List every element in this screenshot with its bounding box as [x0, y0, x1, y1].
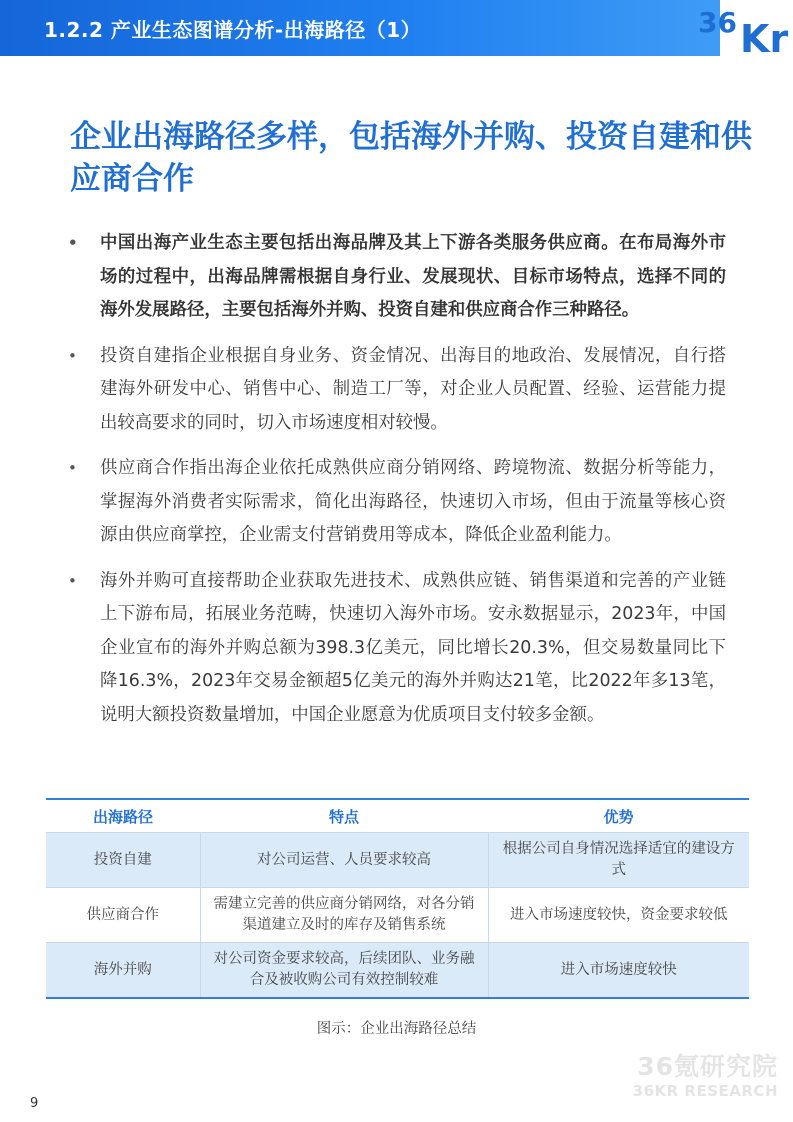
table-header-cell: 出海路径 — [46, 799, 200, 833]
bullet-text: 投资自建指企业根据自身业务、资金情况、出海目的地政治、发展情况，自行搭建海外研发中心、销售中心、制造工厂等，对企业人员配置、经验、运营能力提出较高要求的同时，切入市场速度相对较慢。 — [100, 345, 726, 433]
bullet-item — [66, 452, 726, 553]
table-cell: 对公司运营、人员要求较高 — [200, 833, 488, 888]
bullet-item — [66, 227, 726, 328]
header-bar — [0, 0, 720, 56]
figure-caption: 图示：企业出海路径总结 — [316, 1021, 477, 1037]
table-header-cell: 优势 — [488, 799, 749, 833]
table-header-cell: 特点 — [200, 799, 488, 833]
bullet-dot-icon: • — [68, 571, 77, 590]
summary-table — [46, 798, 749, 999]
page-headline: 企业出海路径多样，包括海外并购、投资自建和供应商合作 — [70, 119, 752, 197]
table-cell: 进入市场速度较快，资金要求较低 — [488, 888, 749, 943]
table-cell: 需建立完善的供应商分销网络，对各分销渠道建立及时的库存及销售系统 — [200, 888, 488, 943]
bullet-text: 中国出海产业生态主要包括出海品牌及其上下游各类服务供应商。在布局海外市场的过程中，出海品牌需根据自身行业、发展现状、目标市场特点，选择不同的海外发展路径，主要包括海外并购、投资自建和供应商合作三种路径。 — [100, 233, 726, 320]
bullet-text: 海外并购可直接帮助企业获取先进技术、成熟供应链、销售渠道和完善的产业链上下游布局，拓展业务范畴，快速切入海外市场。安永数据显示，2023年，中国企业宣布的海外并购总额为398.3亿美元，同比增长20.3%，但交易数量同比下降16.3%，2023年交易金额超5亿美元的海外并购达21笔，比2022年多13笔，说明大额投资数量增加，中国企业愿意为优质项目支付较多金额。 — [100, 570, 726, 725]
watermark — [600, 1052, 778, 1100]
table-row — [46, 943, 749, 999]
36kr-logo — [696, 2, 793, 54]
table-row — [46, 888, 749, 943]
table-header-row — [46, 799, 749, 833]
watermark-cn: 36氪研究院 — [637, 1052, 778, 1081]
bullet-text: 供应商合作指出海企业依托成熟供应商分销网络、跨境物流、数据分析等能力，掌握海外消费者实际需求，简化出海路径，快速切入市场，但由于流量等核心资源由供应商掌控，企业需支付营销费用等成本，降低企业盈利能力。 — [100, 458, 726, 545]
svg-text:Kr: Kr — [740, 17, 789, 54]
page-number: 9 — [30, 1096, 39, 1111]
table-row — [46, 833, 749, 888]
section-title: 1.2.2 产业生态图谱分析-出海路径（1） — [44, 18, 422, 42]
table-cell: 对公司资金要求较高，后续团队、业务融合及被收购公司有效控制较难 — [200, 943, 488, 999]
bullet-dot-icon: • — [68, 346, 77, 365]
watermark-en: 36KR RESEARCH — [632, 1082, 778, 1100]
table-cell: 供应商合作 — [46, 888, 200, 943]
table-cell: 投资自建 — [46, 833, 200, 888]
svg-text:36: 36 — [698, 6, 737, 39]
table-cell: 海外并购 — [46, 943, 200, 999]
bullet-list — [66, 227, 726, 744]
bullet-dot-icon: • — [68, 459, 77, 477]
bullet-item — [66, 340, 726, 441]
bullet-item — [66, 565, 726, 733]
table-cell: 进入市场速度较快 — [488, 943, 749, 999]
table-cell: 根据公司自身情况选择适宜的建设方式 — [488, 833, 749, 888]
bullet-dot-icon: • — [68, 234, 78, 252]
